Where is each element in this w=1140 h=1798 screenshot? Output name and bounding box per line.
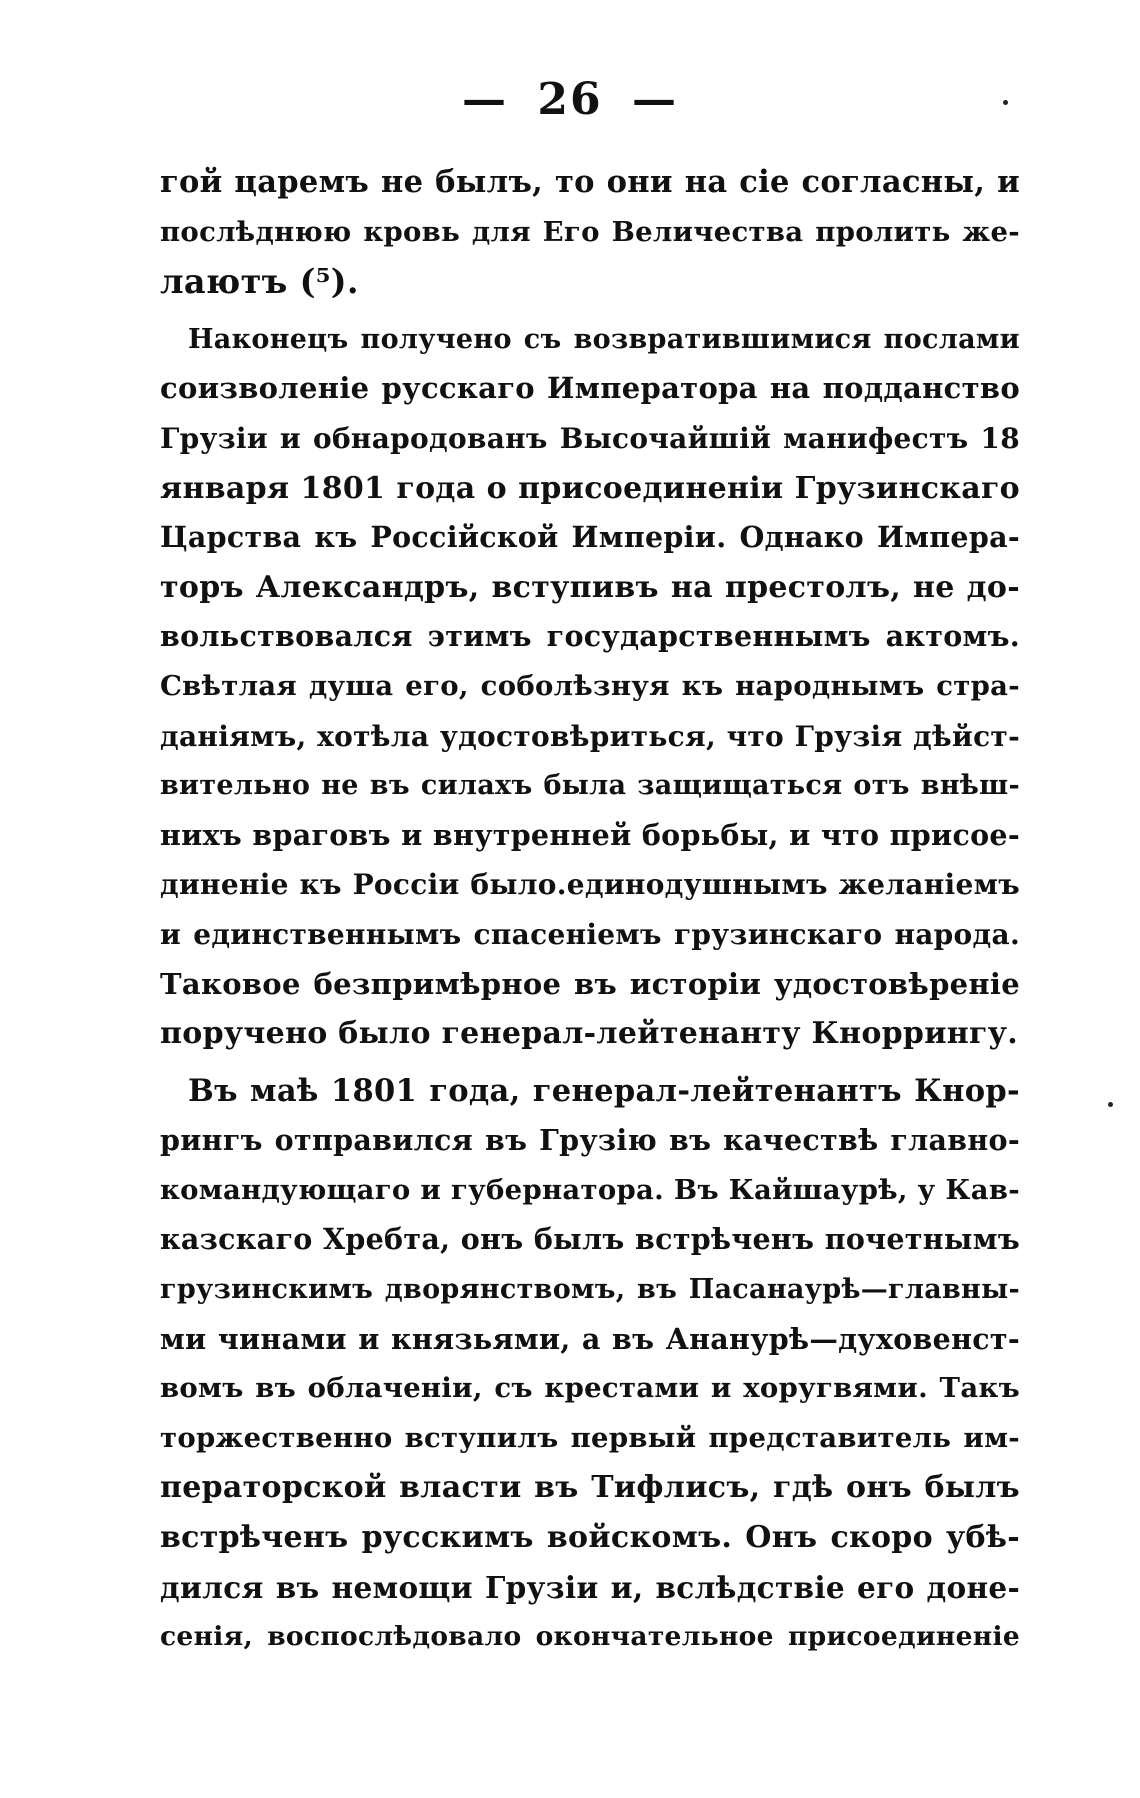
text-line: вительно не въ силахъ была защищаться отъ внѣш-	[160, 770, 1020, 802]
header-dash-right: —	[631, 74, 678, 125]
text-line: диненіе къ Россіи было.единодушнымъ желаніемъ	[160, 868, 1020, 902]
text-line: вомъ въ облаченіи, съ крестами и хоругвями. Такъ	[160, 1372, 1020, 1405]
text-line: вольствовался этимъ государственнымъ актомъ.	[160, 619, 1020, 654]
text-line: Наконецъ получено съ возвратившимися послами	[188, 323, 1020, 355]
text-line: Въ маѣ 1801 года, генерал-лейтенантъ Кнор-	[188, 1072, 1020, 1109]
text-line: торжественно вступилъ первый представитель им-	[160, 1421, 1020, 1454]
header-dash-left: —	[462, 74, 509, 125]
text-line: гой царемъ не былъ, то они на сіе согласны, и	[160, 164, 1020, 200]
text-line: дился въ немощи Грузіи и, вслѣдствіе его доне-	[160, 1569, 1020, 1605]
text-line: Грузіи и обнародованъ Высочайшій манифестъ 18	[160, 421, 1020, 455]
text-line: соизволеніе русскаго Императора на подданство	[160, 371, 1020, 406]
text-line: и единственнымъ спасеніемъ грузинскаго народа.	[160, 917, 1020, 951]
text-line: рингъ отправился въ Грузію въ качествѣ главно-	[160, 1123, 1020, 1158]
print-speck	[1003, 100, 1008, 105]
paragraph-2	[160, 315, 1020, 1059]
text-line: лаютъ (⁵).	[160, 262, 359, 302]
paragraph-1	[160, 158, 1020, 307]
paragraph-gap	[160, 1059, 1020, 1067]
text-line: января 1801 года о присоединеніи Грузинскаго	[160, 470, 1020, 506]
text-line: нихъ враговъ и внутренней борьбы, и что присое-	[160, 817, 1020, 852]
text-line: торъ Александръ, вступивъ на престолъ, не до-	[160, 569, 1020, 605]
paragraph-gap	[160, 307, 1020, 315]
text-line: Таковое безпримѣрное въ исторіи удостовѣреніе	[160, 966, 1020, 1001]
print-speck	[1108, 1102, 1113, 1107]
text-line: поручено было генерал-лейтенанту Кноррингу.	[160, 1016, 1018, 1052]
paragraph-3	[160, 1067, 1020, 1662]
text-line: грузинскимъ дворянствомъ, въ Пасанаурѣ—главны-	[160, 1274, 1020, 1306]
text-line: казскаго Хребта, онъ былъ встрѣченъ почетнымъ	[160, 1222, 1020, 1257]
text-line: Свѣтлая душа его, соболѣзнуя къ народнымъ стра-	[160, 669, 1020, 702]
text-line: послѣднюю кровь для Его Величества пролить же-	[160, 215, 1020, 248]
page-body	[160, 158, 1020, 1662]
page-number: 26	[537, 74, 603, 125]
page-header	[0, 70, 1140, 130]
text-line: ми чинами и князьями, а въ Ананурѣ—духовенст-	[160, 1321, 1020, 1356]
text-line: даніямъ, хотѣла удостовѣриться, что Грузія дѣйст-	[160, 719, 1020, 753]
text-line: Царства къ Россійской Имперіи. Однако Импера-	[160, 520, 1020, 555]
text-line: сенія, воспослѣдовало окончательное присоединеніе	[160, 1621, 1020, 1653]
text-line: ператорской власти въ Тифлисъ, гдѣ онъ былъ	[160, 1470, 1020, 1506]
text-line: встрѣченъ русскимъ войскомъ. Онъ скоро убѣ-	[160, 1520, 1020, 1556]
text-line: командующаго и губернатора. Въ Кайшаурѣ, у Кав-	[160, 1173, 1020, 1206]
